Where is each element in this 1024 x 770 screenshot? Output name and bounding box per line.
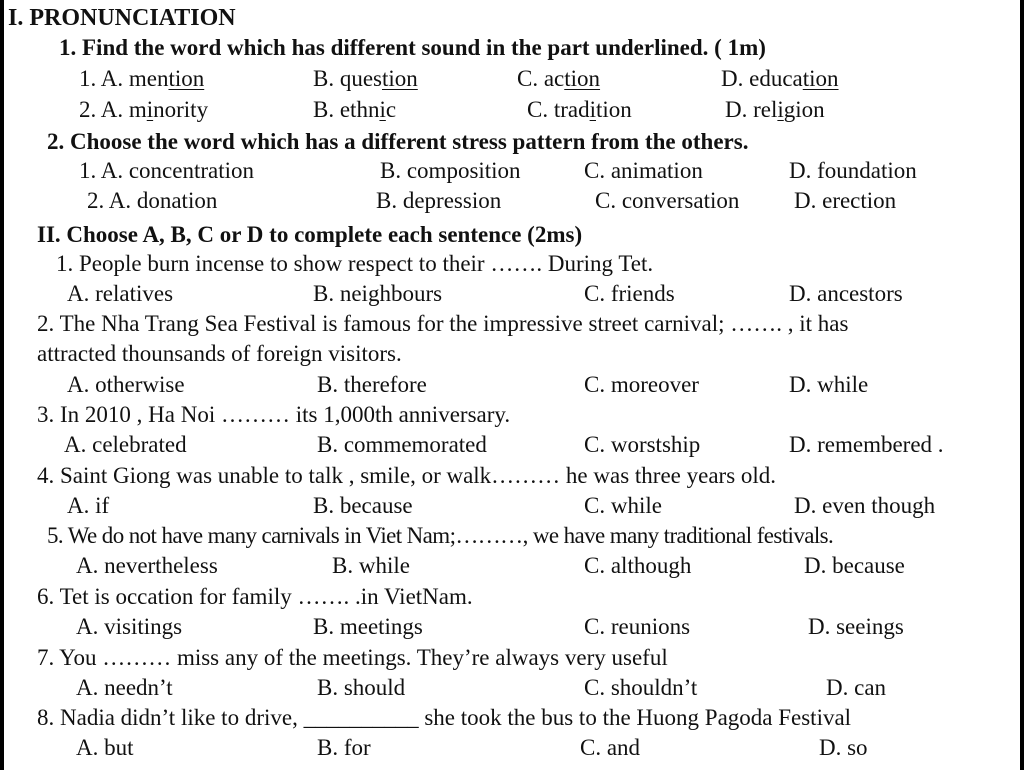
s2-q2-option-d: D. while: [789, 372, 869, 397]
s2-q8-option-c: C. and: [580, 735, 641, 760]
p1-q1-option-c: C. action: [517, 66, 601, 91]
p2-q2-option-b: B. depression: [376, 188, 502, 213]
p1-q2-option-b: B. ethnic: [313, 97, 397, 122]
p1-q1-option-d: D. education: [721, 66, 839, 91]
p1-q2-option-a: 2. A. minority: [79, 97, 209, 122]
s2-q2-stem-continued: attracted thounsands of foreign visitors.: [37, 341, 402, 366]
s2-q7-option-b: B. should: [317, 675, 406, 700]
s2-q4-stem: 4. Saint Giong was unable to talk , smile, or walk……… he was three years old.: [37, 463, 777, 488]
s2-q5-option-a: A. nevertheless: [76, 553, 218, 578]
s2-q3-option-d: D. remembered .: [789, 432, 944, 457]
s2-q1-option-d: D. ancestors: [789, 281, 903, 306]
p1-q2-option-c: C. tradition: [527, 97, 632, 122]
p1-q1-option-a: 1. A. mention: [79, 66, 205, 91]
s2-q6-option-a: A. visitings: [76, 614, 183, 639]
s2-q8-stem: 8. Nadia didn’t like to drive, __________ she took the bus to the Huong Pagoda Festival: [37, 705, 852, 730]
p2-q1-option-d: D. foundation: [789, 158, 917, 183]
p2-q2-option-a: 2. A. donation: [87, 188, 218, 213]
s2-q7-option-c: C. shouldn’t: [584, 675, 698, 700]
s2-q7-stem: 7. You ……… miss any of the meetings. They’re always very useful: [37, 645, 668, 670]
s2-q2-stem: 2. The Nha Trang Sea Festival is famous for the impressive street carnival; ……. , it has: [37, 311, 849, 336]
s2-q8-option-b: B. for: [317, 735, 371, 760]
p2-q1-option-c: C. animation: [584, 158, 703, 183]
s2-q5-option-b: B. while: [332, 553, 410, 578]
s2-q6-stem: 6. Tet is occation for family ……. .in VietNam.: [37, 584, 473, 609]
s2-q6-option-c: C. reunions: [584, 614, 691, 639]
s2-q5-option-d: D. because: [804, 553, 905, 578]
p2-q1-option-a: 1. A. concentration: [79, 158, 255, 183]
s2-q3-option-a: A. celebrated: [64, 432, 187, 457]
part1-instruction: 1. Find the word which has different sound in the part underlined. ( 1m): [59, 35, 766, 60]
s2-q3-option-c: C. worstship: [584, 432, 701, 457]
s2-q4-option-b: B. because: [313, 493, 413, 518]
s2-q2-option-a: A. otherwise: [67, 372, 185, 397]
s2-q5-option-c: C. although: [584, 553, 692, 578]
s2-q1-option-a: A. relatives: [67, 281, 174, 306]
s2-q2-option-b: B. therefore: [317, 372, 427, 397]
p1-q2-option-d: D. religion: [725, 97, 825, 122]
s2-q6-option-b: B. meetings: [313, 614, 423, 639]
p2-q2-option-c: C. conversation: [595, 188, 740, 213]
s2-q7-option-a: A. needn’t: [76, 675, 173, 700]
s2-q8-option-a: A. but: [76, 735, 134, 760]
s2-q1-option-b: B. neighbours: [313, 281, 443, 306]
p2-q1-option-b: B. composition: [380, 158, 521, 183]
s2-q2-option-c: C. moreover: [584, 372, 699, 397]
s2-q1-option-c: C. friends: [584, 281, 675, 306]
s2-q7-option-d: D. can: [826, 675, 887, 700]
s2-q8-option-d: D. so: [819, 735, 868, 760]
part2-instruction: 2. Choose the word which has a different stress pattern from the others.: [47, 129, 749, 154]
section-title-pronunciation: I. PRONUNCIATION: [8, 5, 236, 31]
s2-q4-option-a: A. if: [67, 493, 110, 518]
s2-q4-option-d: D. even though: [794, 493, 936, 518]
s2-q5-stem: 5. We do not have many carnivals in Viet Nam;………, we have many traditional festivals.: [47, 523, 834, 548]
p2-q2-option-d: D. erection: [794, 188, 897, 213]
s2-q6-option-d: D. seeings: [808, 614, 904, 639]
p1-q1-option-b: B. question: [313, 66, 418, 91]
section-title-grammar: II. Choose A, B, C or D to complete each sentence (2ms): [37, 222, 583, 247]
s2-q4-option-c: C. while: [584, 493, 662, 518]
s2-q1-stem: 1. People burn incense to show respect to their ……. During Tet.: [56, 251, 654, 276]
s2-q3-option-b: B. commemorated: [317, 432, 487, 457]
s2-q3-stem: 3. In 2010 , Ha Noi ……… its 1,000th anniversary.: [37, 402, 511, 427]
